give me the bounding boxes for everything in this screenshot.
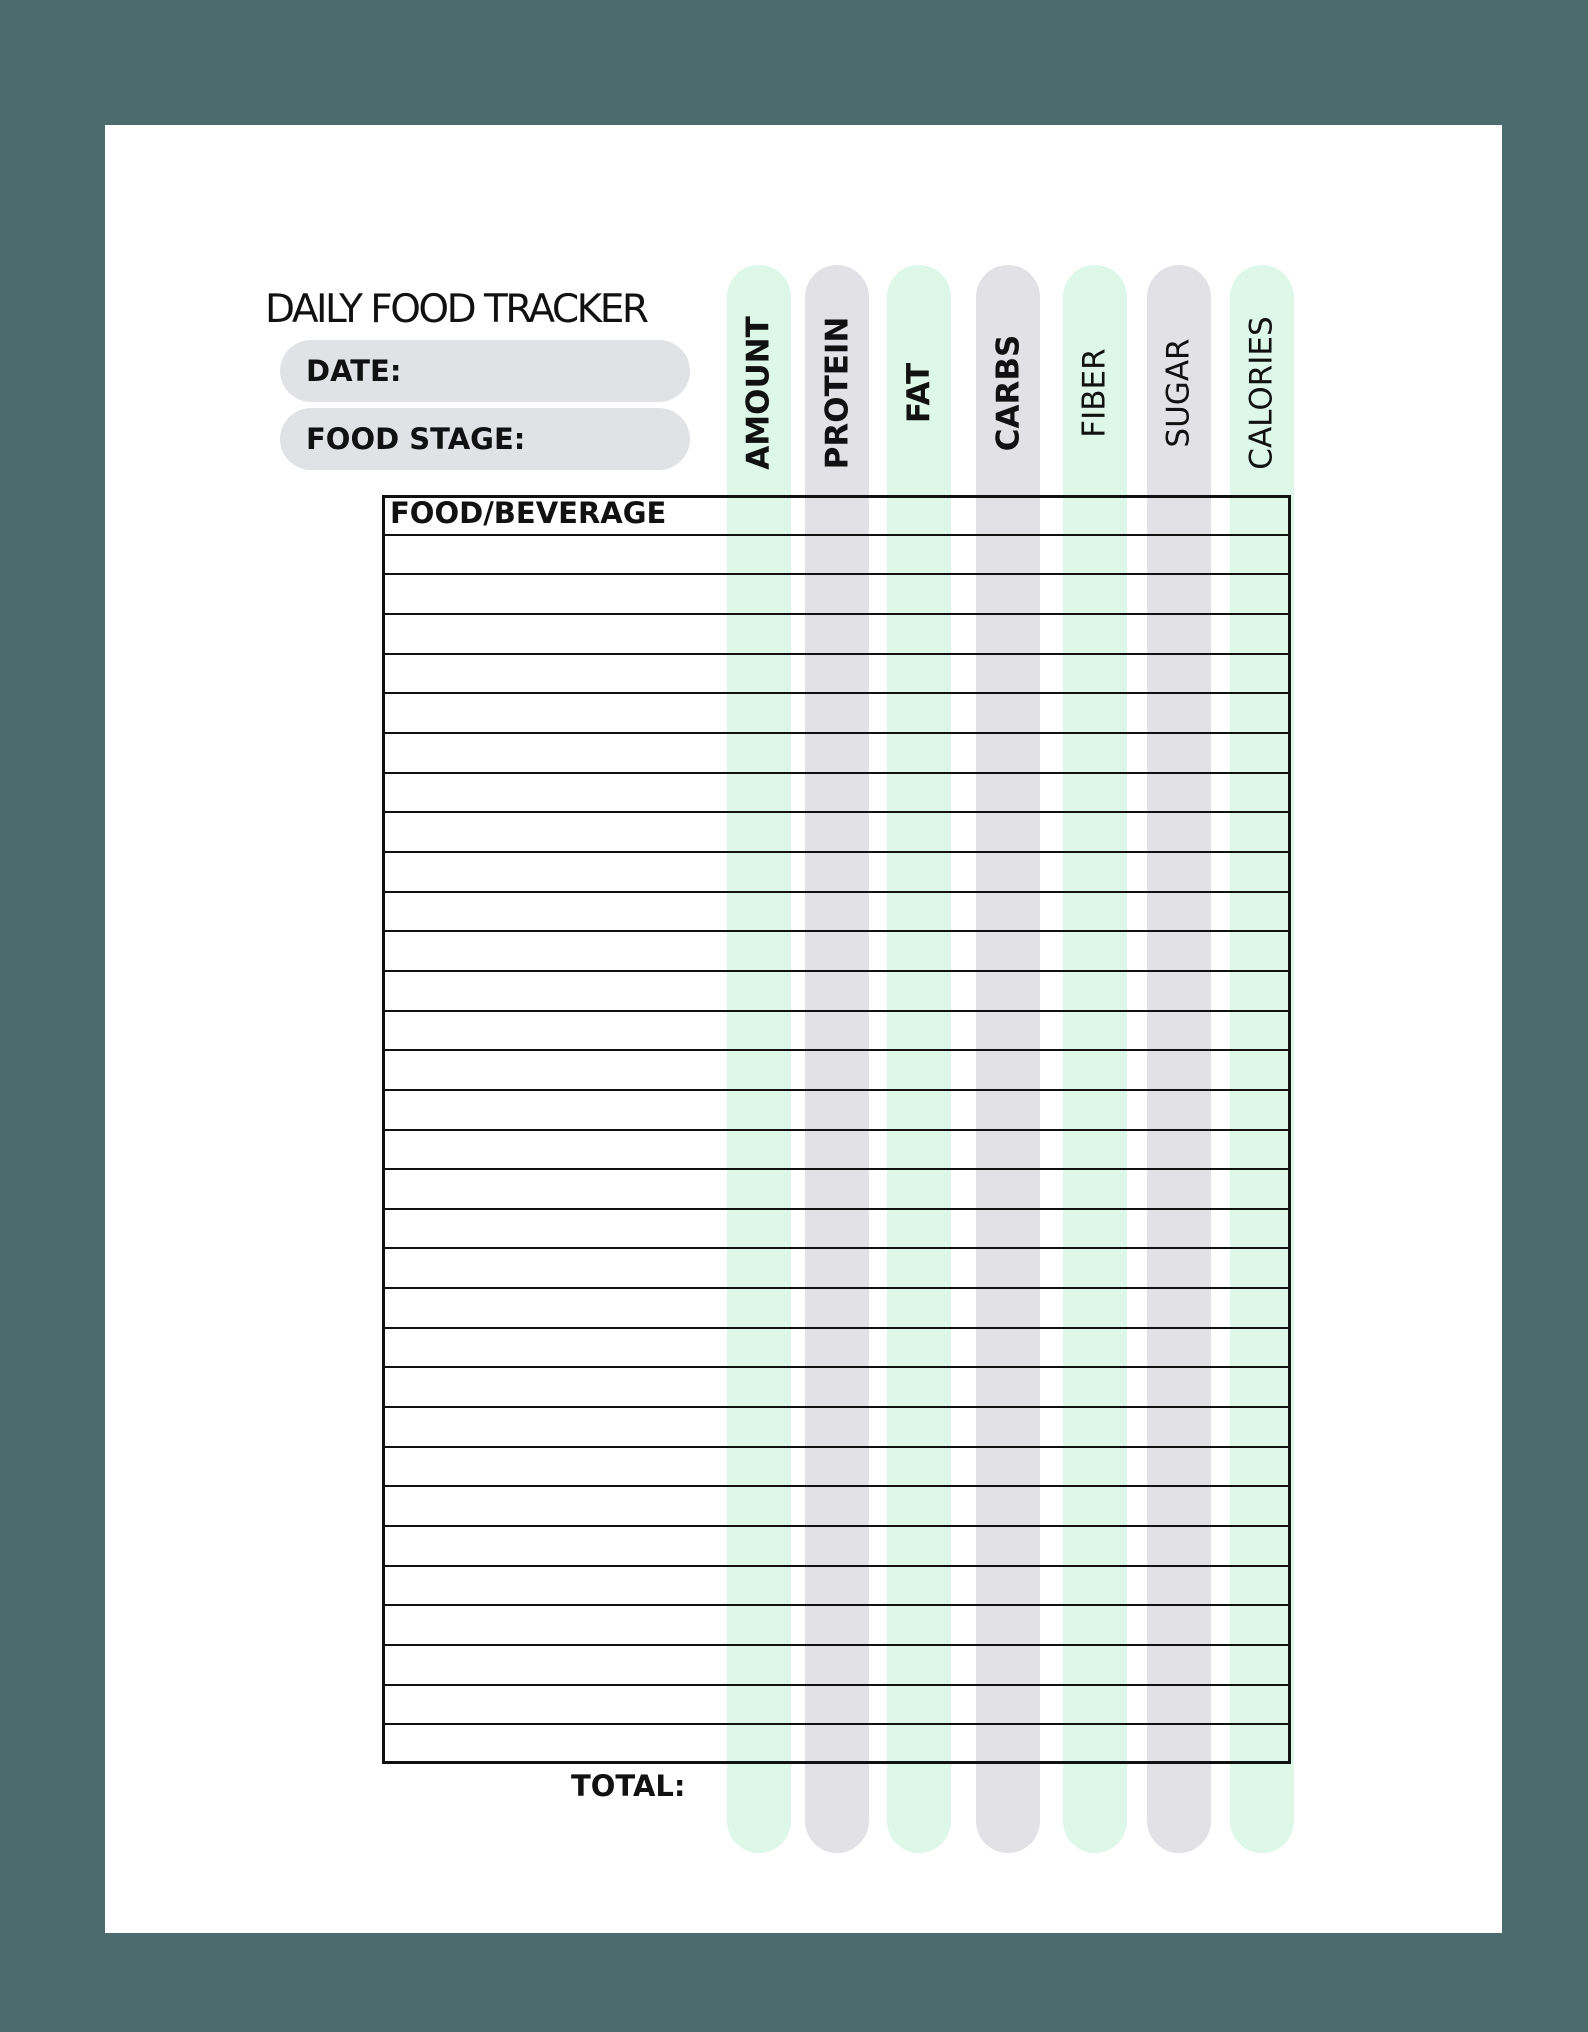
column-header-label: AMOUNT: [741, 315, 777, 470]
column-carbs: [976, 265, 1040, 1853]
column-header: [727, 295, 791, 490]
column-header: [805, 295, 869, 490]
column-header: [976, 295, 1040, 490]
column-sugar: [1147, 265, 1211, 1853]
column-header: [1147, 295, 1211, 490]
food-stage-label: FOOD STAGE:: [306, 422, 526, 456]
column-fat: [887, 265, 951, 1853]
column-header-label: PROTEIN: [819, 316, 855, 469]
total-label: TOTAL:: [571, 1769, 686, 1803]
column-header-label: FIBER: [1077, 347, 1113, 438]
column-header-label: CALORIES: [1244, 315, 1280, 470]
food-beverage-header: FOOD/BEVERAGE: [390, 496, 667, 530]
column-header-label: CARBS: [990, 334, 1027, 451]
column-header-label: SUGAR: [1161, 337, 1198, 448]
page-title: DAILY FOOD TRACKER: [265, 287, 647, 332]
column-calories: [1230, 265, 1294, 1853]
column-fiber: [1063, 265, 1127, 1853]
date-field[interactable]: [280, 340, 690, 402]
food-stage-field[interactable]: [280, 408, 690, 470]
column-header: [887, 295, 951, 490]
column-protein: [805, 265, 869, 1853]
column-header: [1063, 295, 1127, 490]
date-label: DATE:: [306, 354, 402, 388]
column-amount: [727, 265, 791, 1853]
tracker-page: [105, 125, 1502, 1933]
column-header-label: FAT: [900, 362, 937, 423]
column-header: [1230, 295, 1294, 490]
